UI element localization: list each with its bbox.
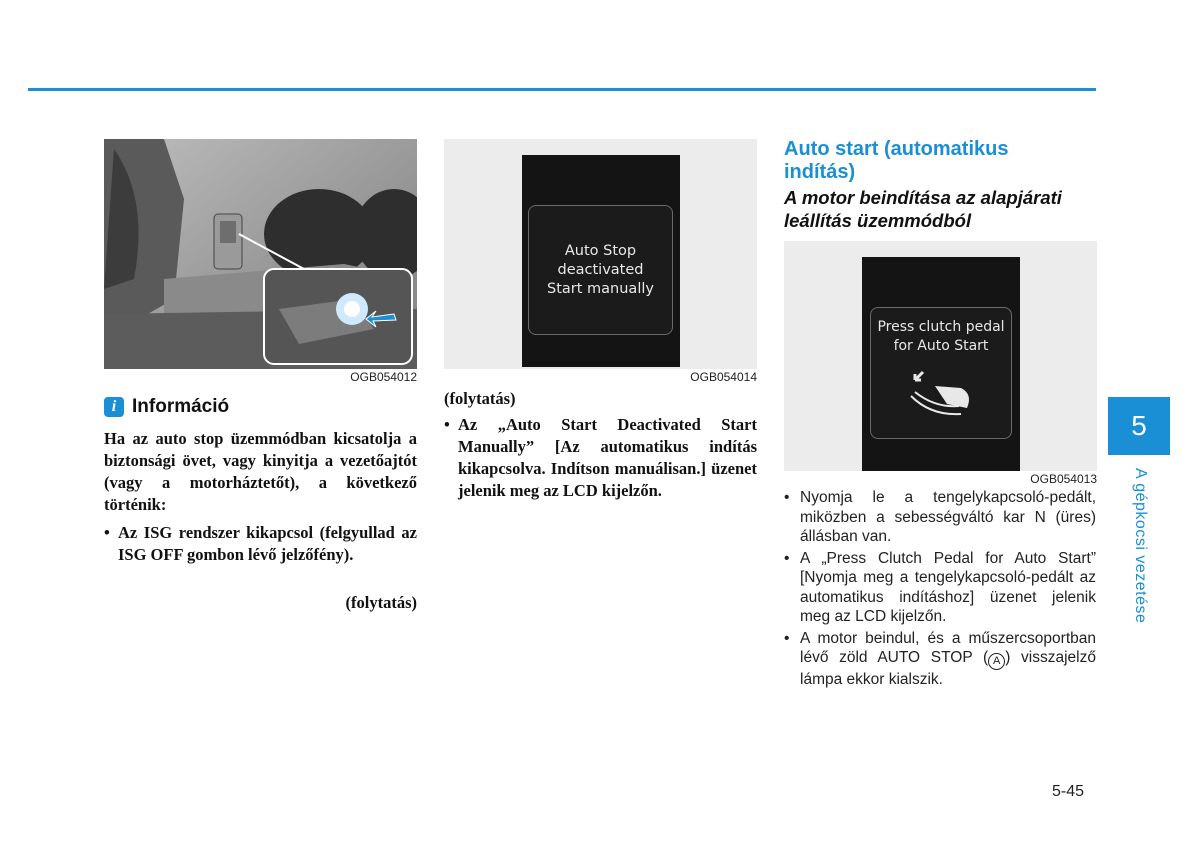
bullet-dot: • (784, 549, 790, 567)
lcd-figure-2 (444, 139, 757, 369)
lcd-message-3 (870, 307, 1012, 439)
right-bullet-list (784, 488, 1096, 691)
lcd-figure-3 (784, 241, 1097, 471)
lcd-panel-2 (522, 155, 680, 367)
figure-code-1: OGB054012 (350, 370, 417, 384)
list-item-text: A motor beindul, és a műszercsoportban lévő zöld AUTO STOP ( (800, 629, 1096, 666)
lcd-line: Auto Stop (564, 243, 637, 259)
auto-stop-indicator-icon: A (988, 653, 1005, 670)
info-heading (104, 396, 229, 418)
lcd-message-2 (528, 205, 673, 335)
isg-button-photo (104, 139, 417, 369)
info-paragraph: Ha az auto stop üzemmódban kicsatolja a biztonsági övet, vagy kinyitja a vezetőajtót (vagy a motorháztetőt), a következő történik: (104, 429, 417, 514)
chapter-tab: 5 (1108, 397, 1170, 455)
info-continued: (folytatás) (345, 593, 417, 612)
middle-continued: (folytatás) (444, 389, 516, 408)
list-item-text: A „Press Clutch Pedal for Auto Start” [Nyomja meg a tengelykapcsoló-pedált az automatikus indításhoz] üzenet jelenik meg az LCD kijelzőn. (800, 549, 1096, 625)
info-bullet-text: Az ISG rendszer kikapcsol (felgyullad az ISG OFF gombon lévő jelzőfény). (118, 523, 417, 564)
info-title: Információ (132, 396, 230, 417)
lcd-line: deactivated (557, 262, 644, 278)
lcd-panel-3 (862, 257, 1020, 471)
page-number: 5-45 (1052, 783, 1085, 800)
lcd-line: for Auto Start (893, 338, 989, 354)
header-rule (28, 88, 1096, 91)
lcd-line: Press clutch pedal (877, 319, 1005, 335)
list-item (784, 488, 1096, 547)
bullet-dot: • (104, 523, 110, 542)
bullet-dot: • (444, 415, 450, 434)
clutch-pedal-icon (901, 364, 981, 424)
section-heading: Auto start (automatikus indítás) (784, 138, 1009, 183)
figure-code-2: OGB054014 (690, 370, 757, 384)
info-icon: i (104, 397, 124, 417)
bullet-dot: • (784, 629, 790, 647)
bullet-dot: • (784, 489, 790, 506)
middle-bullet (444, 414, 757, 502)
figure-code-3: OGB054013 (1030, 472, 1097, 486)
info-bullet (104, 522, 417, 566)
chapter-title: A gépkocsi vezetése (1132, 468, 1149, 624)
section-subheading: A motor beindítása az alapjárati leállítás üzemmódból (784, 187, 1062, 231)
list-item (784, 549, 1096, 627)
list-item-text: Nyomja le a tengelykapcsoló-pedált, miközben a sebességváltó kar N (üres) állásban van. (800, 489, 1096, 545)
list-item (784, 629, 1096, 690)
lcd-line: Start manually (547, 281, 654, 297)
middle-bullet-text: Az „Auto Start Deactivated Start Manually” [Az automatikus indítás kikapcsolva. Indítson manuálisan.] üzenet jelenik meg az LCD kijelzőn. (458, 415, 757, 500)
list-item-text: ) visszajelző lámpa ekkor kialszik. (800, 649, 1096, 688)
